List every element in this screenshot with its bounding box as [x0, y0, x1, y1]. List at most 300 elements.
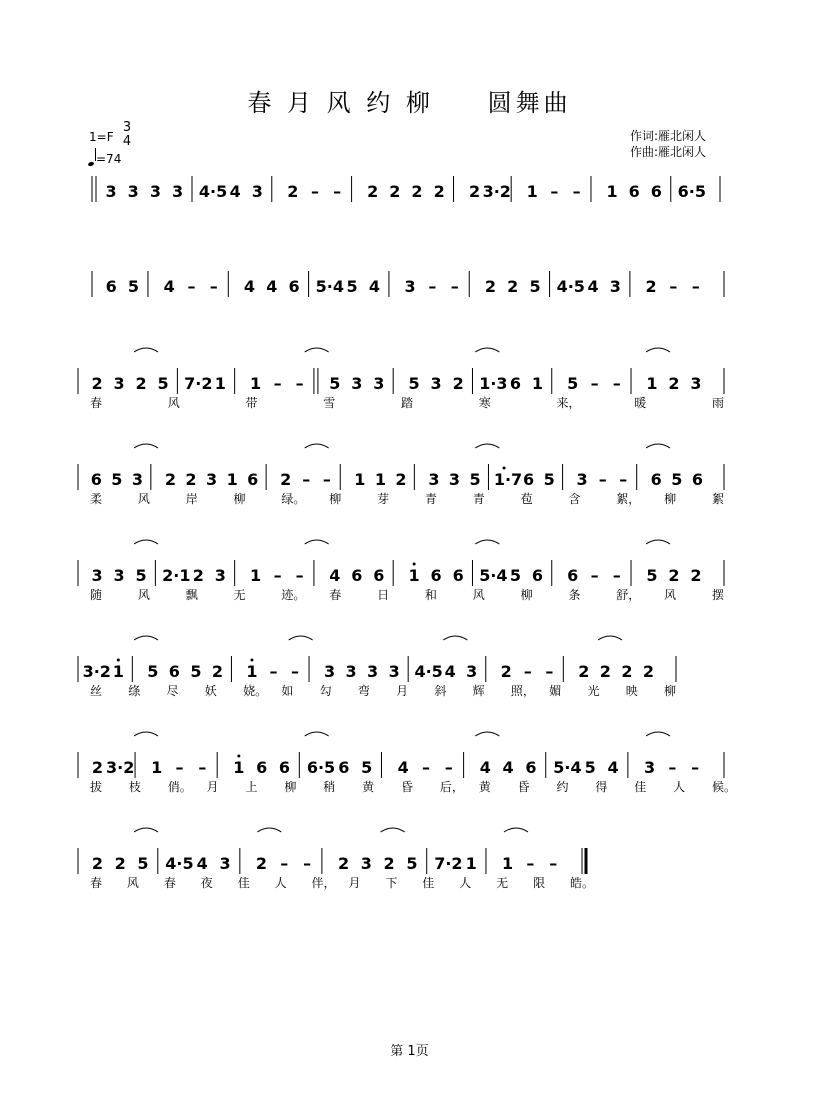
lyric: 尽: [166, 684, 179, 698]
note: 3: [428, 470, 440, 489]
note: 4·5: [198, 182, 228, 201]
note: 3: [172, 182, 184, 201]
note: 1: [374, 470, 386, 489]
slur: [443, 636, 467, 640]
note: 2: [367, 182, 379, 201]
song-title: 春 月 风 约 柳: [247, 89, 434, 117]
note: 2·1: [162, 566, 191, 585]
note: 2: [255, 854, 268, 873]
slur: [289, 636, 313, 640]
slur: [381, 828, 405, 832]
note: 5: [469, 470, 481, 489]
note: –: [668, 758, 677, 777]
note: –: [273, 566, 282, 585]
note: 3: [367, 662, 379, 681]
note: –: [303, 854, 312, 873]
lyric: 昏: [401, 780, 414, 794]
time-signature-top: 3: [122, 120, 132, 135]
note: –: [691, 277, 700, 296]
lyric: 妖: [204, 684, 217, 698]
slur: [475, 540, 499, 544]
note: 5·4: [479, 566, 508, 585]
slur: [305, 444, 329, 448]
note: 1: [531, 374, 543, 393]
note: 6: [338, 758, 350, 777]
note: 2: [185, 470, 197, 489]
note: –: [450, 277, 459, 296]
note: 3: [149, 182, 161, 201]
lyric: 摆: [712, 588, 725, 602]
slur: [305, 540, 329, 544]
note: 1: [526, 182, 538, 201]
note: –: [428, 277, 437, 296]
lyric: 得: [595, 780, 608, 794]
slur: [646, 732, 670, 736]
note: 2: [389, 182, 401, 201]
note: 3: [113, 566, 125, 585]
note: –: [198, 758, 207, 777]
tempo-value: =74: [96, 152, 122, 166]
note: 6·5: [677, 182, 707, 201]
note: –: [612, 566, 621, 585]
lyric: 柔: [90, 492, 103, 506]
note: 4: [229, 182, 241, 201]
note: 2: [192, 566, 204, 585]
note: 2: [484, 277, 497, 296]
lyric: 风: [137, 588, 150, 602]
note: –: [545, 662, 554, 681]
note: 6: [256, 758, 268, 777]
note: 1·7: [493, 470, 523, 489]
lyric: 月: [348, 876, 361, 890]
lyric: 人: [274, 876, 287, 890]
note: 4: [502, 758, 514, 777]
lyric: 月: [396, 684, 409, 698]
note: 3: [388, 662, 400, 681]
song-subtitle: 圆舞曲: [487, 89, 572, 117]
note: 6: [90, 470, 102, 489]
note: 4: [329, 566, 341, 585]
note: 6·5: [306, 758, 336, 777]
note: 3: [576, 470, 588, 489]
note: –: [549, 854, 558, 873]
lyric: 春: [163, 876, 176, 890]
octave-dot-icon: [237, 755, 240, 758]
note: 5: [543, 470, 555, 489]
note: –: [280, 854, 289, 873]
time-signature-bottom: 4: [122, 134, 132, 149]
key-signature: 1=F: [89, 130, 114, 144]
note: –: [572, 182, 581, 201]
lyric: 青: [424, 492, 437, 506]
lyric: 黄: [478, 780, 491, 794]
lyric: 照，: [510, 684, 535, 698]
slur: [475, 444, 499, 448]
note: 2: [164, 470, 176, 489]
lyric: 含: [568, 492, 581, 506]
lyric: 上: [245, 780, 258, 794]
lyric: 约: [556, 780, 569, 794]
note: 6: [525, 758, 537, 777]
lyric: 踏: [401, 396, 414, 410]
note: 2: [668, 566, 680, 585]
lyric: 候。: [712, 780, 737, 794]
note: –: [421, 758, 430, 777]
note: 3: [360, 854, 372, 873]
note: 3: [466, 662, 478, 681]
lyric: 随: [90, 588, 103, 602]
lyric: 舒，: [616, 588, 641, 602]
note: 6: [278, 758, 291, 777]
note: 5: [567, 374, 579, 393]
note: 5: [529, 277, 541, 296]
lyric: 暖: [634, 396, 647, 410]
note: 3: [91, 566, 103, 585]
note: –: [590, 566, 599, 585]
lyric: 枝: [128, 780, 141, 794]
note: 4: [607, 758, 619, 777]
octave-dot-icon: [250, 659, 253, 662]
note: –: [322, 470, 331, 489]
lyric: 稍: [323, 780, 336, 794]
lyric: 光: [587, 684, 600, 698]
note: –: [273, 374, 282, 393]
note: 2: [114, 854, 126, 873]
note: 5: [135, 566, 147, 585]
lyricist-credit: 作词:雁北闲人: [630, 129, 707, 143]
note: 4: [479, 758, 491, 777]
note: 5: [190, 662, 202, 681]
note: 1: [354, 470, 366, 489]
lyric: 条: [568, 588, 581, 602]
note: 1: [246, 662, 258, 681]
note: 5: [361, 758, 373, 777]
note: –: [269, 662, 278, 681]
lyric: 黄: [362, 780, 375, 794]
slur: [134, 444, 158, 448]
note: –: [669, 277, 678, 296]
lyric: 苞: [520, 492, 533, 506]
note: 6: [523, 470, 535, 489]
lyric: 来，: [556, 396, 581, 410]
note: 6: [567, 566, 579, 585]
note: 6: [531, 566, 543, 585]
lyric: 春: [90, 876, 103, 890]
note: 6: [288, 277, 300, 296]
note: 3: [219, 854, 231, 873]
note: 2: [621, 662, 633, 681]
note: 2: [91, 854, 103, 873]
lyric: 映: [625, 684, 638, 698]
note: 5: [406, 854, 418, 873]
lyric: 风: [167, 396, 180, 410]
note: 3: [113, 374, 125, 393]
lyric: 青: [472, 492, 485, 506]
slur: [646, 444, 670, 448]
note: 6: [509, 374, 521, 393]
lyric: 柳: [284, 780, 297, 794]
lyric: 柳: [520, 588, 533, 602]
lyric: 如: [281, 684, 294, 698]
octave-dot-icon: [503, 467, 506, 470]
lyric: 人: [459, 876, 472, 890]
note: 3: [214, 566, 226, 585]
note: 2: [645, 277, 657, 296]
lyric: 雪: [323, 396, 336, 410]
note: 1: [646, 374, 658, 393]
lyric: 昏: [517, 780, 530, 794]
note: 3: [448, 470, 461, 489]
note: 2: [500, 662, 512, 681]
note: –: [590, 374, 599, 393]
note: 2: [452, 374, 464, 393]
lyric: 佳: [422, 876, 435, 890]
note: –: [526, 854, 535, 873]
note: 4: [243, 277, 256, 296]
note: 1: [465, 854, 477, 873]
note: 2: [91, 758, 103, 777]
lyric: 绿。: [281, 492, 306, 506]
note: 1: [606, 182, 618, 201]
lyric: 岸: [185, 492, 198, 506]
slur: [305, 732, 329, 736]
lyric: 俏。: [167, 780, 192, 794]
note: 6: [628, 182, 640, 201]
note: 2: [211, 662, 224, 681]
lyric: 娆。: [243, 684, 268, 698]
note: 4: [444, 662, 456, 681]
note: 4·5: [556, 277, 585, 296]
note: –: [619, 470, 628, 489]
note: 2: [383, 854, 395, 873]
lyric: 风: [472, 588, 485, 602]
lyric: 风: [137, 492, 150, 506]
lyric: 寒: [478, 396, 491, 410]
lyric: 丝: [90, 684, 103, 698]
note: 6: [452, 566, 464, 585]
note: 6: [247, 470, 259, 489]
lyric: 无: [233, 588, 246, 602]
note: 3: [643, 758, 656, 777]
lyric: 芽: [377, 492, 390, 506]
note: 3: [345, 662, 357, 681]
slur: [134, 828, 158, 832]
note: 3: [373, 374, 385, 393]
note: –: [175, 758, 184, 777]
note: 4: [196, 854, 208, 873]
note: –: [295, 374, 304, 393]
lyric: 风: [126, 876, 139, 890]
note: –: [295, 566, 304, 585]
lyric: 春: [329, 588, 342, 602]
note: 2: [135, 374, 147, 393]
note: 5: [147, 662, 159, 681]
note: 3: [127, 182, 139, 201]
note: 3·2: [482, 182, 511, 201]
note: 1: [249, 566, 262, 585]
note: 2: [578, 662, 590, 681]
note: 4: [368, 277, 380, 296]
note: 2: [690, 566, 702, 585]
note: 6: [691, 470, 703, 489]
note: 6: [430, 566, 442, 585]
lyric: 后，: [439, 780, 464, 794]
lyric: 月: [206, 780, 219, 794]
note: 1·3: [479, 374, 508, 393]
note: –: [691, 758, 700, 777]
note: 4: [397, 758, 409, 777]
note: 5·4: [553, 758, 582, 777]
note: 3: [131, 470, 144, 489]
note: 2: [287, 182, 299, 201]
note: 2: [599, 662, 611, 681]
note: 1: [408, 566, 420, 585]
note: 3: [251, 182, 263, 201]
note: 5: [646, 566, 658, 585]
note: –: [333, 182, 342, 201]
lyric: 皓。: [570, 876, 595, 890]
note: 3·2: [106, 758, 135, 777]
note: 1: [151, 758, 163, 777]
note: 4: [163, 277, 175, 296]
note: 2: [507, 277, 519, 296]
note: 3·2: [82, 662, 111, 681]
slur: [134, 348, 158, 352]
lyric: 辉: [472, 684, 485, 698]
lyric: 弯: [357, 684, 370, 698]
note: 5: [127, 277, 140, 296]
note: 5: [329, 374, 341, 393]
note: –: [444, 758, 453, 777]
note: 3: [323, 662, 336, 681]
slur: [134, 540, 158, 544]
note: 2: [433, 182, 445, 201]
slur: [475, 348, 499, 352]
octave-dot-icon: [117, 659, 120, 662]
lyric: 日: [377, 588, 390, 602]
note: –: [187, 277, 196, 296]
note: 6: [650, 470, 662, 489]
lyric: 飘: [185, 588, 198, 602]
note: –: [550, 182, 559, 201]
note: 2: [91, 374, 103, 393]
note: 3: [105, 182, 117, 201]
note: 3: [690, 374, 702, 393]
note: –: [291, 662, 300, 681]
note: 2: [337, 854, 350, 873]
note: –: [209, 277, 218, 296]
note: 5: [157, 374, 169, 393]
note: 4·5: [414, 662, 443, 681]
note: 5: [584, 758, 596, 777]
note: 7·2: [434, 854, 463, 873]
note: 5: [671, 470, 683, 489]
lyric: 柳: [664, 684, 677, 698]
note: 3: [430, 374, 442, 393]
note: 5: [137, 854, 149, 873]
note: 2: [411, 182, 423, 201]
lyric: 柳: [664, 492, 677, 506]
note: 6: [168, 662, 180, 681]
note: 5: [346, 277, 358, 296]
note: 2: [280, 470, 292, 489]
note: 5: [111, 470, 123, 489]
lyric: 媚: [549, 684, 562, 698]
slur: [134, 732, 158, 736]
page-number: 第 1页: [390, 1044, 429, 1059]
lyric: 絮: [712, 492, 725, 506]
note: 3: [351, 374, 363, 393]
note: 2: [668, 374, 680, 393]
lyric: 柳: [329, 492, 342, 506]
note: 4·5: [165, 854, 194, 873]
slur: [646, 348, 670, 352]
note: –: [523, 662, 532, 681]
note: 4: [587, 277, 599, 296]
octave-dot-icon: [413, 563, 416, 566]
note: 3: [404, 277, 416, 296]
note: 6: [351, 566, 363, 585]
note: 4: [266, 277, 278, 296]
lyric: 绦: [128, 684, 141, 698]
lyric: 斜: [434, 684, 447, 698]
lyric: 春: [90, 396, 103, 410]
note: 1: [214, 374, 226, 393]
lyric: 拔: [90, 780, 103, 794]
lyric: 絮，: [616, 492, 641, 506]
lyric: 雨: [712, 396, 725, 410]
slur: [598, 636, 622, 640]
slur: [646, 540, 670, 544]
lyric: 柳: [233, 492, 246, 506]
lyric: 佳: [237, 876, 250, 890]
lyric: 和: [424, 588, 437, 602]
note: 2: [642, 662, 655, 681]
note: 3: [206, 470, 218, 489]
note: 6: [650, 182, 662, 201]
note: 1: [226, 470, 238, 489]
slur: [504, 828, 528, 832]
composer-credit: 作曲:雁北闲人: [630, 145, 707, 159]
note: 6: [373, 566, 385, 585]
note: –: [311, 182, 320, 201]
lyric: 人: [673, 780, 686, 794]
slur: [475, 732, 499, 736]
lyric: 无: [496, 876, 509, 890]
lyric: 夜: [200, 876, 213, 890]
note: 2: [469, 182, 481, 201]
lyric: 佳: [634, 780, 647, 794]
slur: [257, 828, 281, 832]
lyric: 风: [664, 588, 677, 602]
lyric: 限: [533, 876, 546, 890]
note: –: [612, 374, 621, 393]
note: –: [598, 470, 607, 489]
note: 1: [233, 758, 245, 777]
note: 1: [502, 854, 514, 873]
lyric: 迹。: [281, 588, 306, 602]
lyric: 带: [245, 396, 258, 410]
lyric: 下: [385, 876, 398, 890]
note: 5·4: [315, 277, 344, 296]
note: 5: [509, 566, 521, 585]
lyric: 伴，: [311, 876, 336, 890]
note: 6: [105, 277, 117, 296]
note: –: [302, 470, 311, 489]
slur: [305, 348, 329, 352]
lyric: 勾: [319, 684, 332, 698]
note: 7·2: [184, 374, 213, 393]
